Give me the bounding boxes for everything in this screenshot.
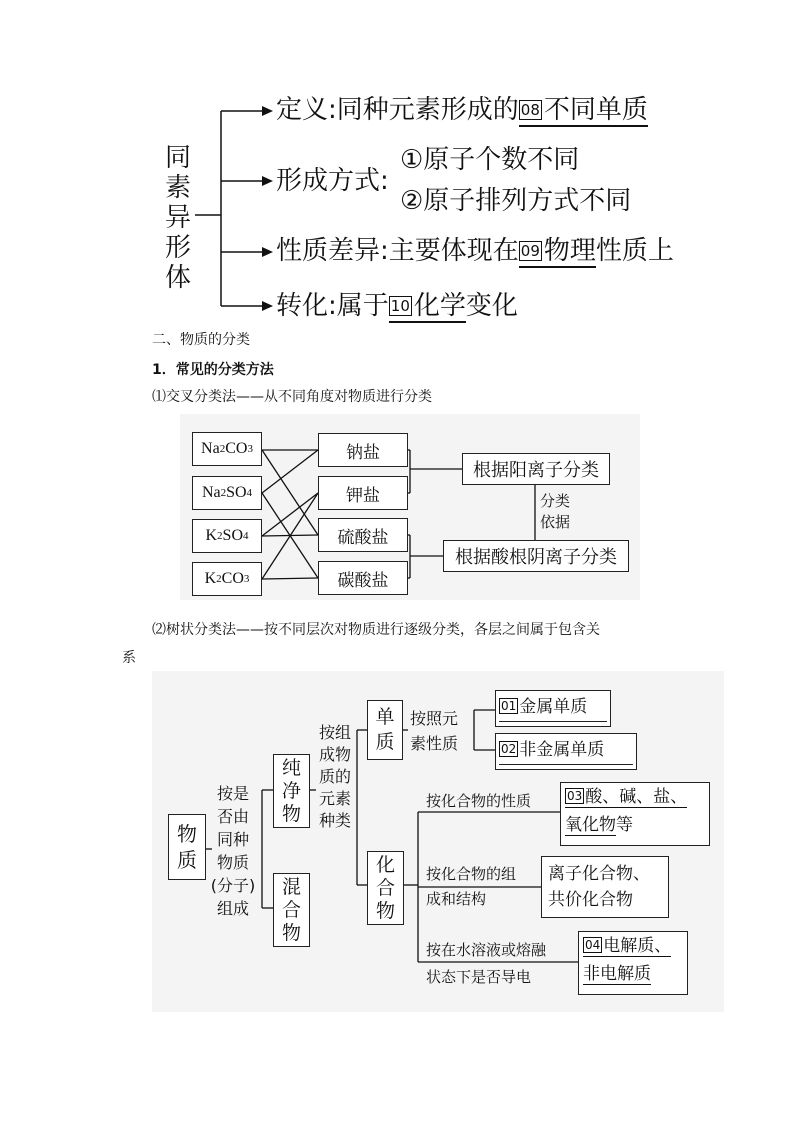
- sub-title: 1．常见的分类方法: [152, 362, 274, 378]
- criterion-line: 成和结构: [426, 890, 487, 908]
- criterion-line: 素性质: [410, 734, 459, 753]
- basis-cation-box: 根据阳离子分类: [462, 453, 610, 485]
- compound-structure-box: [541, 856, 669, 918]
- allotrope-root-char: 体: [164, 263, 191, 293]
- formation-label: 形成方式: [276, 166, 381, 196]
- formation-item-1: ①原子个数不同: [400, 145, 580, 175]
- criterion-line: 按在水溶液或熔融: [426, 941, 547, 959]
- criterion-line: 否由: [216, 807, 249, 826]
- electrolyte-box: [578, 931, 688, 995]
- salt-box-sodium: 钠盐: [318, 433, 408, 467]
- answer-number-box: 01: [501, 699, 517, 713]
- label-char: 单: [375, 706, 395, 728]
- electrolyte-line-1: [583, 932, 683, 960]
- criterion-pure-or-mixed: [205, 782, 261, 920]
- answer-number-box: 09: [520, 242, 540, 260]
- tree-classification-title-line-2: 系: [122, 650, 136, 666]
- criterion-line: 按照元: [410, 709, 459, 728]
- pure-substance-box: [273, 754, 310, 828]
- criterion-line: 组成: [216, 899, 249, 918]
- conversion-answer-text: 化学: [413, 291, 466, 321]
- basis-label-line: 依据: [540, 513, 571, 531]
- difference-after: 性质上: [595, 236, 674, 266]
- answer-number-box: 10: [390, 297, 410, 315]
- compound-property-box: [560, 782, 710, 846]
- formation-label-row: 形成方式:: [276, 166, 389, 196]
- label-char: 净: [281, 779, 301, 802]
- formation-item-2: ②原子排列方式不同: [400, 186, 632, 216]
- basis-anion-box: 根据酸根阴离子分类: [443, 540, 629, 572]
- property-text-1: 酸、碱、盐、: [585, 787, 688, 807]
- cross-classification-title: ⑴交叉分类法——从不同角度对物质进行分类: [152, 389, 432, 405]
- answer-number-box: 08: [520, 101, 540, 119]
- substance-root-label: [177, 821, 197, 873]
- electrolyte-answer-line-2: 非电解质: [583, 964, 651, 984]
- label-char: 合: [375, 876, 395, 899]
- label-char: 化: [375, 853, 395, 876]
- formula-part: Na: [201, 484, 221, 501]
- criterion-element-property: [410, 706, 458, 756]
- formula-part: CO: [221, 570, 244, 587]
- criterion-line: 元素: [318, 789, 351, 808]
- difference-text: 主要体现在: [388, 236, 519, 266]
- salt-box-carbonate: 碳酸盐: [318, 561, 408, 595]
- property-line-1: [565, 783, 705, 811]
- criterion-compound-structure: [426, 862, 516, 912]
- allotrope-root-char: 同: [164, 143, 191, 173]
- conversion-label: 转化: [276, 291, 329, 321]
- electrolyte-line-2: [583, 960, 683, 988]
- electrolyte-text-1: 电解质、: [603, 936, 672, 956]
- difference-answer-text: 物理: [543, 236, 596, 266]
- basis-label-line: 分类: [540, 492, 571, 510]
- compound-label: [376, 854, 395, 923]
- section-title: 二、物质的分类: [152, 332, 250, 348]
- allotrope-root-char: 素: [164, 173, 191, 203]
- definition-label: 定义: [276, 95, 329, 125]
- label-char: 物: [281, 921, 301, 944]
- criterion-line: 同种: [216, 830, 249, 849]
- tree-classification-title-line-1: ⑵树状分类法——按不同层次对物质进行逐级分类，各层之间属于包含关: [152, 622, 600, 638]
- criterion-line: 状态下是否导电: [426, 968, 532, 986]
- structure-line: 离子化合物、: [548, 864, 650, 884]
- formula-part: SO: [222, 527, 243, 544]
- electrolyte-answer-line-1: [583, 936, 671, 957]
- element-substance-box: [367, 700, 403, 760]
- compound-box: Na 2 SO 4: [192, 476, 262, 510]
- answer-number-box: 04: [585, 938, 601, 952]
- metal-element-text: 金属单质: [519, 697, 588, 717]
- salt-box-potassium: 钾盐: [318, 476, 408, 510]
- conversion-after: 变化: [465, 291, 518, 321]
- root-char: 物: [177, 822, 197, 846]
- element-substance-label: [375, 705, 394, 755]
- property-line-2: [565, 811, 705, 839]
- criterion-compound-property: 按化合物的性质: [426, 792, 532, 810]
- criterion-line: (分子): [210, 876, 256, 895]
- conversion-text: 属于: [336, 291, 389, 321]
- criterion-line: 成物: [318, 745, 351, 764]
- root-char: 质: [177, 848, 197, 872]
- metal-element-box: [495, 690, 611, 727]
- definition-text: 同种元素形成的: [336, 95, 519, 125]
- formula-part: K: [204, 570, 217, 587]
- answer-number-box: 03: [567, 789, 583, 803]
- criterion-line: 按是: [216, 784, 249, 803]
- property-answer-line-1: [565, 787, 687, 808]
- criterion-line: 按化合物的组: [426, 865, 517, 883]
- formula-part: SO: [226, 484, 247, 501]
- salt-box-sulfate: 硫酸盐: [318, 518, 408, 552]
- substance-root-box: [168, 814, 206, 880]
- answer-number-box: 02: [501, 742, 517, 756]
- allotrope-root-char: 异: [164, 203, 191, 233]
- allotrope-difference: 性质差异:主要体现在 09 物理性质上: [276, 236, 674, 266]
- compound-box: K 2 SO 4: [192, 519, 262, 553]
- criterion-line: 物质: [216, 853, 249, 872]
- property-answer-line-2: 氧化物: [565, 815, 616, 835]
- criterion-element-types: [313, 722, 357, 832]
- structure-line: 共价化合物: [548, 890, 633, 910]
- compound-box: K 2 CO 3: [192, 562, 262, 596]
- criterion-line: 质的: [318, 767, 351, 786]
- nonmetal-element-label: [499, 736, 633, 765]
- allotrope-conversion: 转化:属于 10 化学变化: [276, 291, 518, 321]
- electrolyte-label: [579, 932, 687, 988]
- criterion-line: 按组: [318, 723, 351, 742]
- formula-part: Na: [201, 440, 220, 457]
- nonmetal-element-box: [495, 733, 637, 770]
- allotrope-definition: 定义:同种元素形成的 08 不同单质: [276, 95, 648, 125]
- difference-label: 性质差异: [276, 236, 381, 266]
- criterion-line: 种类: [318, 811, 351, 830]
- label-char: 物: [281, 802, 301, 825]
- compound-box: Na 2 CO 3: [192, 432, 262, 466]
- compound-property-label: [561, 783, 709, 839]
- criterion-conductivity: [426, 937, 546, 991]
- compound-structure-label: [542, 861, 656, 913]
- allotrope-root-char: 形: [164, 233, 191, 263]
- compound-box-tree: [367, 851, 404, 925]
- formula-part: CO: [225, 440, 248, 457]
- label-char: 质: [375, 731, 395, 753]
- label-char: 混: [281, 875, 301, 898]
- mixture-box: [273, 873, 310, 947]
- mixture-label: [282, 876, 301, 945]
- label-char: 合: [281, 898, 301, 921]
- metal-element-label: [499, 693, 607, 722]
- definition-answer-text: 不同单质: [543, 95, 648, 125]
- pure-substance-label: [282, 757, 301, 826]
- formula-part: K: [205, 527, 218, 544]
- label-char: 物: [375, 899, 395, 922]
- property-after-text: 等: [616, 815, 633, 835]
- nonmetal-element-text: 非金属单质: [519, 740, 605, 760]
- label-char: 纯: [281, 756, 301, 779]
